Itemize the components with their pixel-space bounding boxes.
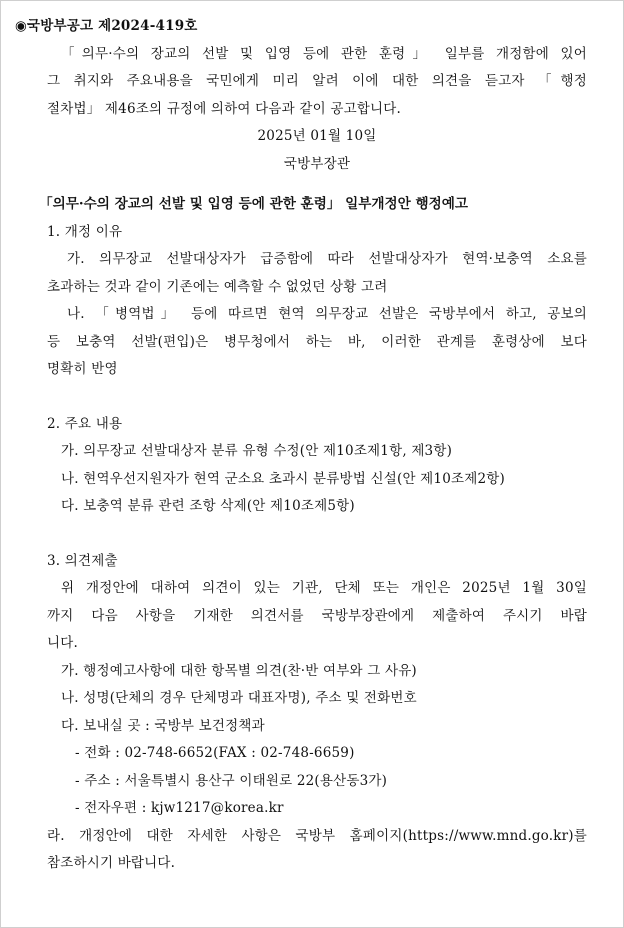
notice-date: 2025년 01월 10일: [257, 128, 377, 144]
contact-phone: - 전화 : 02-748-6652(FAX : 02-748-6659): [75, 745, 355, 761]
section-heading: 3. 의견제출: [47, 552, 118, 569]
section-body-line: 니다.: [47, 635, 78, 651]
contact-email: - 전자우편 : kjw1217@korea.kr: [75, 800, 284, 816]
intro-line: 「의무·수의 장교의 선발 및 입영 등에 관한 훈령」 일부를 개정함에 있어: [61, 45, 587, 62]
section-item: 가. 의무장교 선발대상자 분류 유형 수정(안 제10조제1항, 제3항): [61, 443, 453, 459]
section-item-continued: 등 보충역 선발(편입)은 병무청에서 하는 바, 이러한 관계를 훈령상에 보다: [47, 333, 587, 350]
section-item: 다. 보내실 곳 : 국방부 보건정책과: [61, 717, 265, 734]
section-body-line: 까지 다음 사항을 기재한 의견서를 국방부장관에게 제출하여 주시기 바랍: [47, 607, 587, 624]
section-body-line: 위 개정안에 대하여 의견이 있는 기관, 단체 또는 개인은 2025년 1월 30일: [61, 580, 587, 596]
section-item: 가. 행정예고사항에 대한 항목별 의견(찬·반 여부와 그 사유): [61, 662, 417, 679]
section-item: 나. 성명(단체의 경우 단체명과 대표자명), 주소 및 전화번호: [61, 690, 417, 706]
section-item: 나. 현역우선지원자가 현역 군소요 초과시 분류방법 신설(안 제10조제2항): [61, 470, 505, 487]
closing-line: 참조하시기 바랍니다.: [47, 855, 176, 871]
section-heading: 2. 주요 내용: [47, 415, 123, 432]
intro-line: 절차법」 제46조의 규정에 의하여 다음과 같이 공고합니다.: [47, 100, 402, 117]
contact-address: - 주소 : 서울특별시 용산구 이태원로 22(용산동3가): [75, 772, 388, 789]
notice-body: [15, 13, 587, 878]
section-item: 가. 의무장교 선발대상자가 급증함에 따라 선발대상자가 현역·보충역 소요를: [67, 251, 587, 267]
section-heading: 1. 개정 이유: [47, 223, 123, 240]
closing-line: 라. 개정안에 대한 자세한 사항은 국방부 홈페이지(https://www.mnd.go.kr)를: [47, 827, 587, 844]
section-item: 다. 보충역 분류 관련 조항 삭제(안 제10조제5항): [61, 498, 355, 514]
section-item-continued: 명확히 반영: [47, 361, 118, 377]
notice-number: ◉국방부공고 제2024-419호: [15, 18, 198, 34]
notice-issuer: 국방부장관: [283, 155, 351, 172]
section-item: 나. 「병역법」 등에 따르면 현역 의무장교 선발은 국방부에서 하고, 공보의: [67, 306, 587, 322]
notice-title: 「의무·수의 장교의 선발 및 입영 등에 관한 훈령」 일부개정안 행정예고: [39, 196, 469, 212]
section-item-continued: 초과하는 것과 같이 기존에는 예측할 수 없었던 상황 고려: [47, 278, 388, 295]
intro-line: 그 취지와 주요내용을 국민에게 미리 알려 이에 대한 의견을 듣고자 「행정: [47, 73, 587, 89]
